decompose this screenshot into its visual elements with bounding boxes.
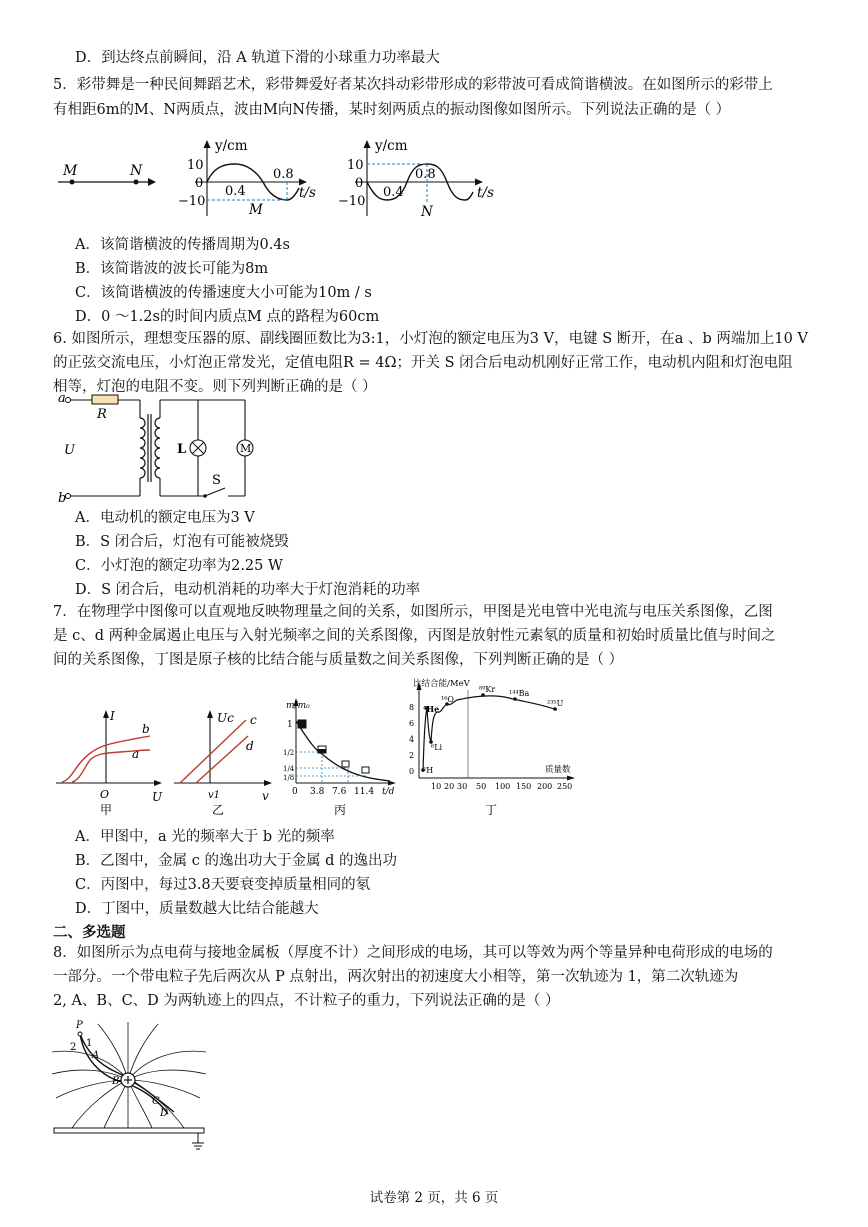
yi-line-d-label: d: [246, 739, 254, 753]
bing-x-tick-1: 3.8: [310, 787, 325, 797]
q7-figure-yi: [170, 708, 278, 818]
m-graph-t2: 0.8: [273, 167, 294, 182]
q5-option-b: B．该简谐波的波长可能为8m: [75, 261, 269, 277]
n-graph-y-top: 10: [347, 158, 364, 173]
q6-option-d: D．S 闭合后，电动机消耗的功率大于灯泡消耗的功率: [75, 582, 421, 598]
ding-label-li: ⁶Li: [431, 743, 443, 752]
ding-ylabel: 比结合能/MeV: [413, 679, 470, 689]
yi-line-c-label: c: [250, 713, 257, 727]
n-graph-t2: 0.8: [415, 167, 436, 182]
ding-label-he: ⁴He: [423, 704, 440, 714]
point-n-label: N: [130, 163, 143, 179]
page-footer: 试卷第 2 页，共 6 页: [369, 1190, 499, 1206]
q7-option-b: B．乙图中，金属 c 的逸出功大于金属 d 的逸出功: [75, 853, 397, 869]
ding-y-tick-4: 4: [409, 735, 415, 744]
jia-caption: 甲: [100, 803, 113, 817]
bing-y-tick-1: 1: [287, 720, 293, 730]
m-graph-y-zero: 0: [195, 176, 204, 191]
switch-label: S: [212, 473, 221, 488]
q5-option-a: A．该简谐横波的传播周期为0.4s: [75, 237, 290, 253]
jia-y-label: I: [110, 709, 115, 723]
bing-x-tick-2: 7.6: [332, 787, 347, 797]
ding-x-tick-20: 20: [444, 782, 455, 791]
ding-x-tick-250: 250: [557, 782, 573, 791]
ding-x-tick-10: 10: [431, 782, 442, 791]
bing-caption: 丙: [334, 803, 347, 817]
terminal-b-label: b: [58, 491, 67, 505]
yi-v1-label: v1: [208, 790, 221, 801]
q5-stem-line-2: 有相距6m的M、N两质点，波由M向N传播，某时刻两质点的振动图像如图所示。下列说法正确的是（ ）: [53, 102, 731, 118]
bing-x-tick-0: 0: [292, 787, 298, 797]
resistor-label: R: [97, 407, 107, 422]
q7-figure-ding: [405, 676, 580, 820]
ding-xlabel: 质量数: [545, 765, 571, 775]
q6-stem-line-2: 的正弦交流电压，小灯泡正常发光，定值电阻R = 4Ω；开关 S 闭合后电动机刚好正常工作，电动机内阻和灯泡电阻: [53, 355, 793, 371]
ding-label-o: ¹⁶O: [441, 695, 454, 704]
bing-y-tick-half: 1/2: [283, 749, 295, 757]
q7-stem-line-2: 是 c、d 两种金属遏止电压与入射光频率之间的关系图像，丙图是放射性元素氡的质量和初始时质量比值与时间之: [53, 628, 776, 644]
q7-stem-line-1: 7．在物理学中图像可以直观地反映物理量之间的关系，如图所示，甲图是光电管中光电流与电压关系图像，乙图: [53, 604, 773, 620]
n-graph-y-bottom: −10: [338, 194, 366, 209]
previous-question-option-d: D．到达终点前瞬间，沿 A 轨道下滑的小球重力功率最大: [75, 50, 440, 66]
ding-y-tick-2: 2: [409, 751, 415, 760]
q8-stem-line-3: 2, A、B、C、D 为两轨迹上的四点，不计粒子的重力，下列说法正确的是（ ）: [53, 993, 560, 1009]
bing-y-tick-quarter: 1/4: [283, 765, 295, 773]
q5-string-figure: [50, 160, 160, 200]
q7-figure-bing: [282, 694, 402, 820]
voltage-label: U: [64, 443, 75, 458]
motor-label: M: [240, 442, 252, 455]
n-graph-y-zero: 0: [355, 176, 364, 191]
bing-y-label: m/m₀: [286, 701, 310, 711]
ding-x-tick-150: 150: [516, 782, 532, 791]
jia-origin-label: O: [100, 788, 110, 801]
n-graph-t1: 0.4: [383, 185, 404, 200]
ding-x-tick-100: 100: [495, 782, 511, 791]
yi-y-label: Uc: [217, 711, 234, 725]
section-multiple-choice-heading: 二、多选题: [53, 924, 126, 941]
yi-caption: 乙: [212, 803, 225, 817]
q5-graph-n: [335, 138, 500, 220]
m-graph-ylabel: y/cm: [215, 138, 248, 154]
ding-y-tick-6: 6: [409, 719, 415, 728]
ding-y-tick-0: 0: [409, 767, 415, 776]
ding-label-kr: ⁸⁹Kr: [479, 685, 496, 694]
bing-x-label: t/d: [382, 787, 395, 797]
q8-trajectory-1-label: 1: [86, 1038, 93, 1049]
ding-caption: 丁: [485, 803, 498, 817]
q7-option-a: A．甲图中，a 光的频率大于 b 光的频率: [75, 829, 335, 845]
q8-point-c: C: [152, 1096, 160, 1107]
q8-point-a: A: [92, 1050, 100, 1061]
ding-x-tick-30: 30: [457, 782, 468, 791]
q8-stem-line-2: 一部分。一个带电粒子先后两次从 P 点射出，两次射出的初速度大小相等，第一次轨迹为 1，第二次轨迹为: [53, 969, 739, 985]
q5-option-c: C．该简谐横波的传播速度大小可能为10m / s: [75, 285, 372, 301]
bing-y-tick-eighth: 1/8: [283, 774, 295, 782]
lamp-label: L: [177, 442, 187, 457]
m-graph-t1: 0.4: [225, 184, 246, 199]
n-graph-point: N: [421, 204, 433, 220]
m-graph-y-bottom: −10: [178, 194, 206, 209]
jia-curve-b-label: b: [142, 722, 150, 736]
q8-trajectory-2-label: 2: [70, 1042, 77, 1053]
q5-option-d: D．0 ～1.2s的时间内质点M 点的路程为60cm: [75, 309, 380, 325]
m-graph-y-top: 10: [187, 158, 204, 173]
q8-point-b: B: [112, 1076, 120, 1087]
q6-stem-line-1: 6. 如图所示，理想变压器的原、副线圈匝数比为3:1，小灯泡的额定电压为3 V，电键 S 断开，在a 、b 两端加上10 V: [53, 331, 808, 347]
q6-option-a: A．电动机的额定电压为3 V: [75, 510, 255, 526]
q6-option-b: B．S 闭合后，灯泡有可能被烧毁: [75, 534, 289, 550]
ding-label-u: ²³⁵U: [547, 699, 564, 708]
q5-stem-line-1: 5．彩带舞是一种民间舞蹈艺术，彩带舞爱好者某次抖动彩带形成的彩带波可看成简谐横波。在如图所示的彩带上: [53, 77, 773, 93]
ding-x-tick-200: 200: [537, 782, 553, 791]
m-graph-xlabel: t/s: [299, 185, 316, 201]
jia-x-label: U: [152, 790, 163, 804]
q8-point-p: P: [76, 1020, 83, 1031]
jia-curve-a-label: a: [132, 747, 140, 761]
ding-label-ba: ¹⁴⁴Ba: [509, 689, 530, 698]
terminal-a-label: a: [58, 391, 66, 406]
point-m-label: M: [63, 163, 78, 179]
q6-option-c: C．小灯泡的额定功率为2.25 W: [75, 558, 283, 574]
q8-stem-line-1: 8．如图所示为点电荷与接地金属板（厚度不计）之间形成的电场，其可以等效为两个等量异种电荷形成的电场的: [53, 945, 773, 961]
q8-field-figure: [50, 1018, 210, 1158]
q7-option-d: D．丁图中，质量数越大比结合能越大: [75, 901, 319, 917]
yi-x-label: v: [262, 789, 269, 803]
ding-y-tick-8: 8: [409, 703, 415, 712]
q7-figure-jia: [50, 708, 168, 818]
ding-label-h: ²H: [423, 766, 434, 775]
n-graph-ylabel: y/cm: [375, 138, 408, 154]
ding-x-tick-50: 50: [476, 782, 487, 791]
m-graph-point: M: [249, 202, 263, 218]
q8-point-d: D: [160, 1108, 169, 1119]
q7-option-c: C．丙图中，每过3.8天要衰变掉质量相同的氡: [75, 877, 371, 893]
q7-stem-line-3: 间的关系图像，丁图是原子核的比结合能与质量数之间关系图像，下列判断正确的是（ ）: [53, 652, 624, 668]
bing-x-tick-3: 11.4: [354, 787, 375, 797]
q6-stem-line-3: 相等，灯泡的电阻不变。则下列判断正确的是（ ）: [53, 379, 377, 395]
q6-circuit-figure: [50, 390, 260, 505]
q5-graph-m: [175, 138, 325, 220]
n-graph-xlabel: t/s: [477, 185, 494, 201]
